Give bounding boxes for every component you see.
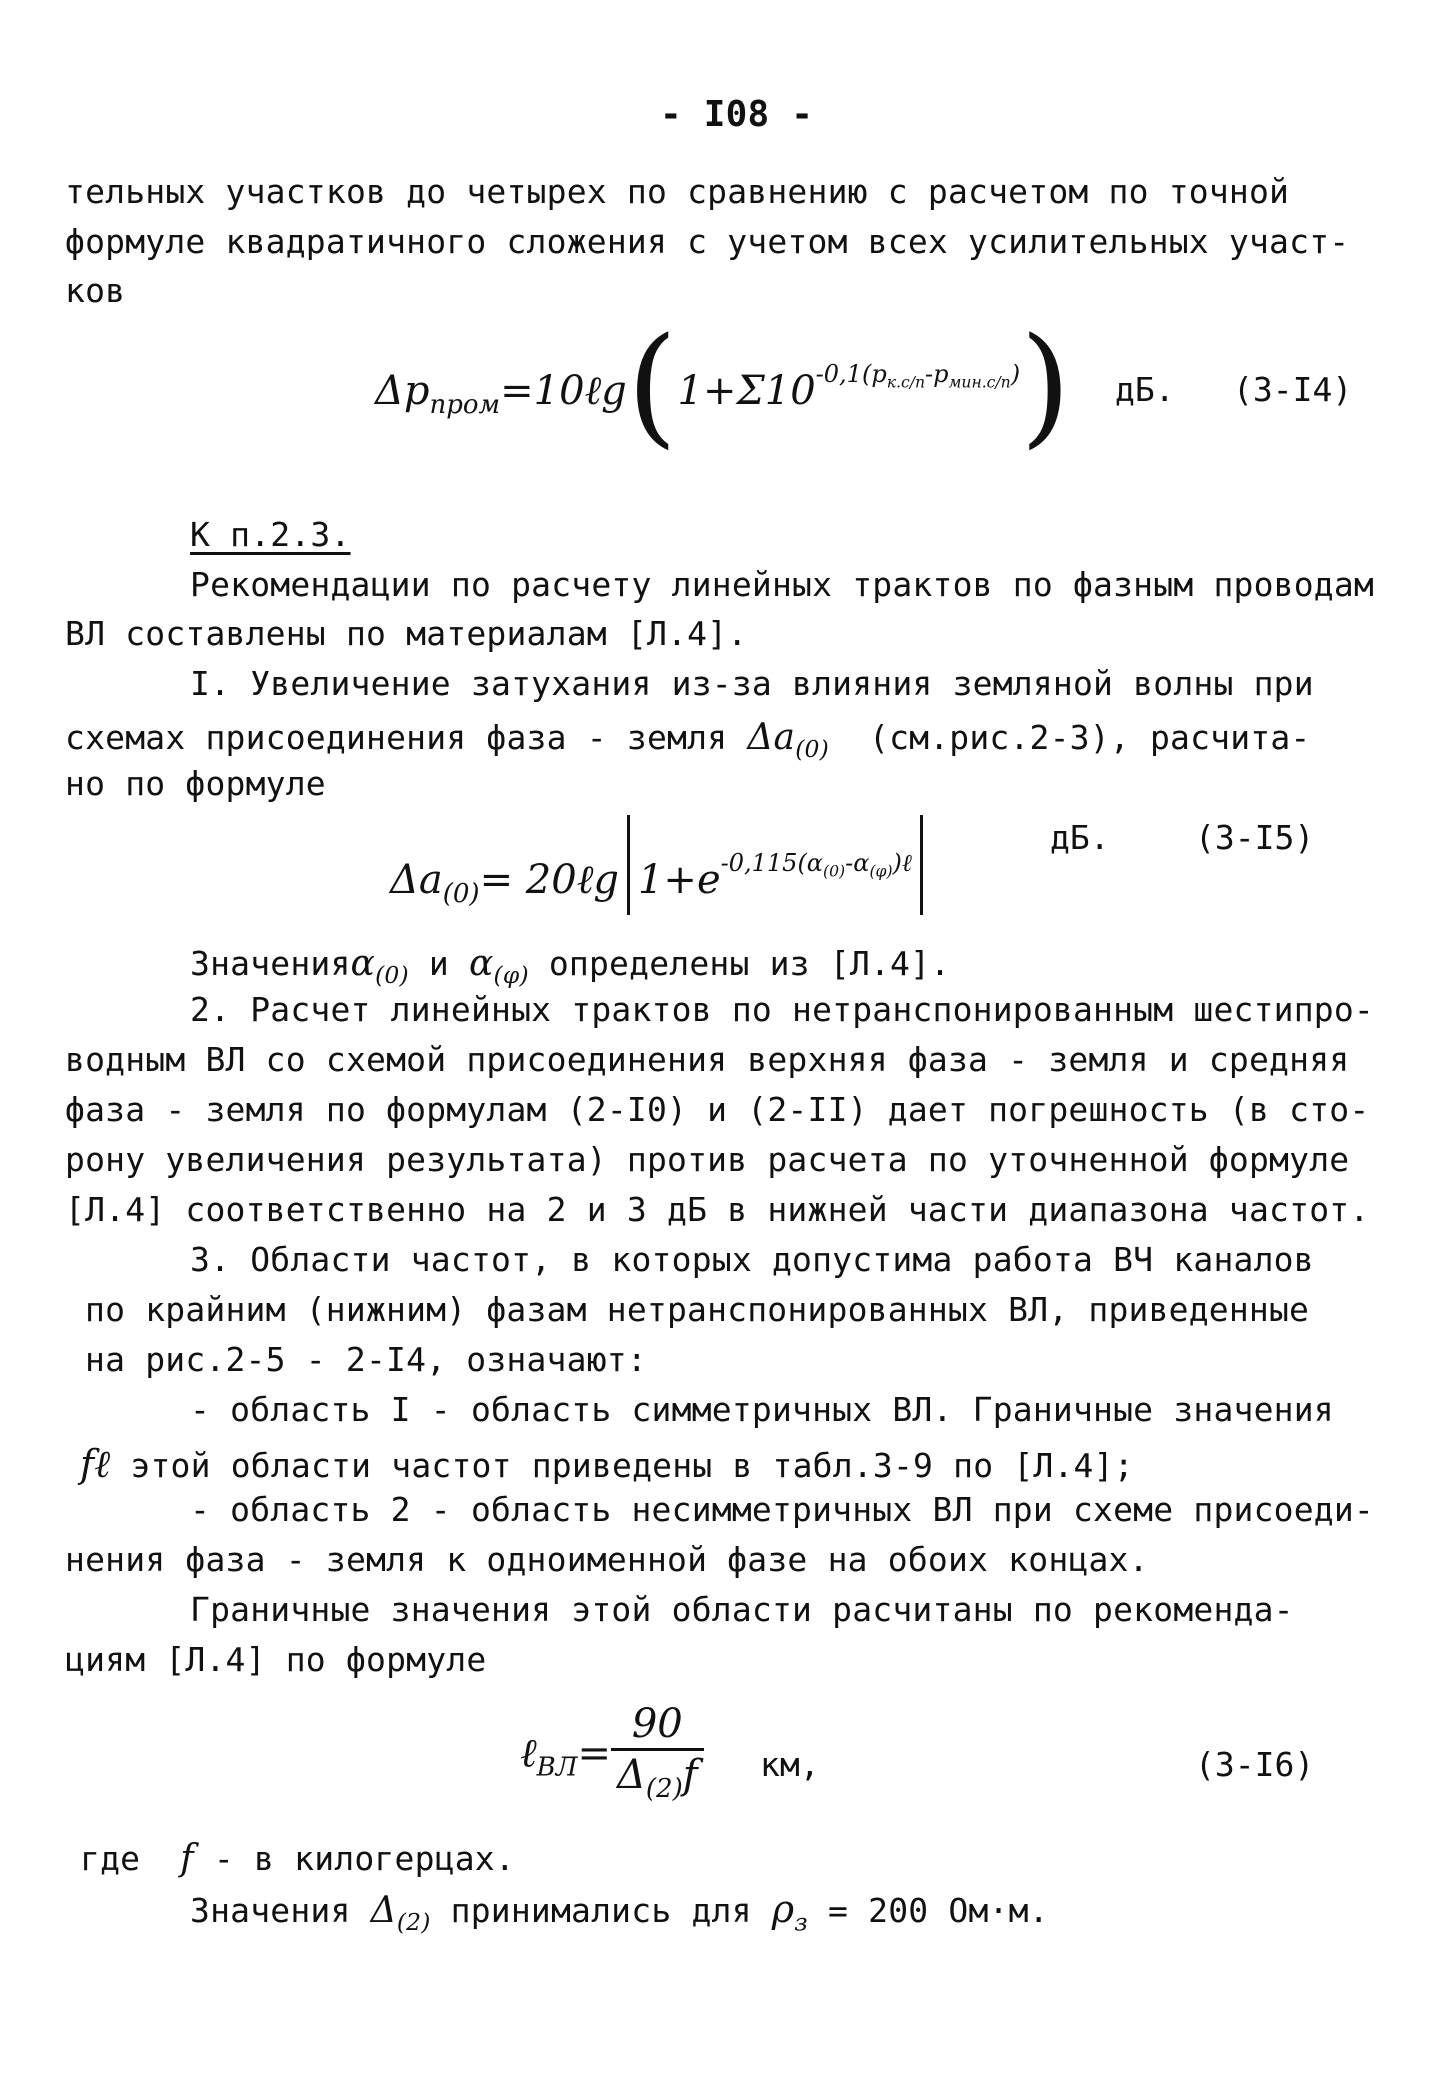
close-paren: ): [1020, 309, 1071, 461]
formula-3-14: [375, 309, 1071, 461]
section-heading: К п.2.3.: [190, 515, 351, 554]
formula-unit: км,: [760, 1745, 820, 1784]
text-line: формуле квадратичного сложения с учетом всех усилительных участ-: [65, 222, 1350, 261]
abs-bar-left: [627, 815, 630, 915]
text-line: Рекомендации по расчету линейных трактов по фазным проводам: [190, 565, 1374, 604]
text-line: где f - в килогерцах.: [80, 1838, 515, 1879]
page-number: - I08 -: [660, 94, 814, 135]
abs-bar-right: [920, 815, 923, 915]
text-line: Граничные значения этой области расчитаны по рекоменда-: [190, 1590, 1294, 1629]
text-line: - область I - область симметричных ВЛ. Граничные значения: [190, 1390, 1334, 1429]
text-line: I. Увеличение затухания из-за влияния земляной волны при: [190, 664, 1314, 703]
text-line: циям [Л.4] по формуле: [65, 1640, 487, 1679]
formula-3-16: ℓ$_{ВЛ}$= $\frac{90}{\Delta_{(2)}f}$: [520, 1700, 704, 1813]
f-ell-symbol: fℓ: [80, 1442, 111, 1486]
equation-number: (3-I5): [1195, 818, 1315, 857]
text-line: на рис.2-5 - 2-I4, означают:: [85, 1340, 647, 1379]
fraction: $\frac{90}{\Delta_{(2)}f}$: [611, 1700, 704, 1813]
text-line: тельных участков до четырех по сравнению с расчетом по точной: [65, 172, 1290, 211]
equation-number: (3-I6): [1195, 1745, 1315, 1784]
text-line: по крайним (нижним) фазам нетранспонированных ВЛ, приведенные: [85, 1290, 1310, 1329]
text-line: рону увеличения результата) против расчета по уточненной формуле: [65, 1140, 1350, 1179]
equation-number: (3-I4): [1233, 370, 1353, 409]
text-line: но по формуле: [65, 764, 326, 803]
formula-exponent: -0,1(pк.с/п-pмин.с/п): [815, 360, 1021, 392]
formula-unit: дБ.: [1050, 818, 1110, 857]
text-line: водным ВЛ со схемой присоединения верхняя фаза - земля и средняя: [65, 1040, 1350, 1079]
formula-unit: дБ.: [1115, 370, 1175, 409]
formula-body: 1+Σ10: [677, 368, 816, 414]
text-line: Значенияα$_{(0)}$ и $\alpha_{(\varphi)}$ определены из [Л.4].: [190, 943, 951, 990]
text-line: фаза - земля по формулам (2-I0) и (2-II) дает погрешность (в сто-: [65, 1090, 1370, 1129]
text-line: 3. Области частот, в которых допустима работа ВЧ каналов: [190, 1240, 1314, 1279]
text-line: нения фаза - земля к одноименной фазе на обоих концах.: [65, 1540, 1149, 1579]
delta-a-symbol: $\Delta a_{(0)}$: [747, 717, 829, 764]
text-line: ВЛ составлены по материалам [Л.4].: [65, 614, 748, 653]
formula-sub: пром: [429, 390, 501, 421]
formula-lhs: Δp: [375, 368, 430, 414]
text-line: ков: [65, 271, 126, 310]
formula-exponent: -0,115(α(0)-α(φ))ℓ: [720, 849, 912, 881]
text-line: 2. Расчет линейных трактов по нетранспонированным шестипро-: [190, 990, 1374, 1029]
text-line: Значения $\Delta_{(2)}$ принимались для $\rho_з = 200$ Ом·м.: [190, 1887, 1049, 1937]
text-line: схемах присоединения фаза - земля $\Delta a_{(0)}$ (см.рис.2-3), расчита-: [65, 717, 1311, 764]
open-paren: (: [626, 309, 678, 461]
text-line: - область 2 - область несимметричных ВЛ при схеме присоеди-: [190, 1490, 1374, 1529]
formula-3-15: $\Delta a_{(0)}=$ 20ℓg $1+e^{-0,115(\alpha_{(0)}-\alpha_{(\varphi)})\ell}$: [390, 815, 931, 918]
text-line: [Л.4] соответственно на 2 и 3 дБ в нижней части диапазона частот.: [65, 1190, 1370, 1229]
formula-mid: =10ℓg: [500, 368, 627, 414]
text-line: fℓ этой области частот приведены в табл.3-9 по [Л.4];: [80, 1442, 1134, 1486]
